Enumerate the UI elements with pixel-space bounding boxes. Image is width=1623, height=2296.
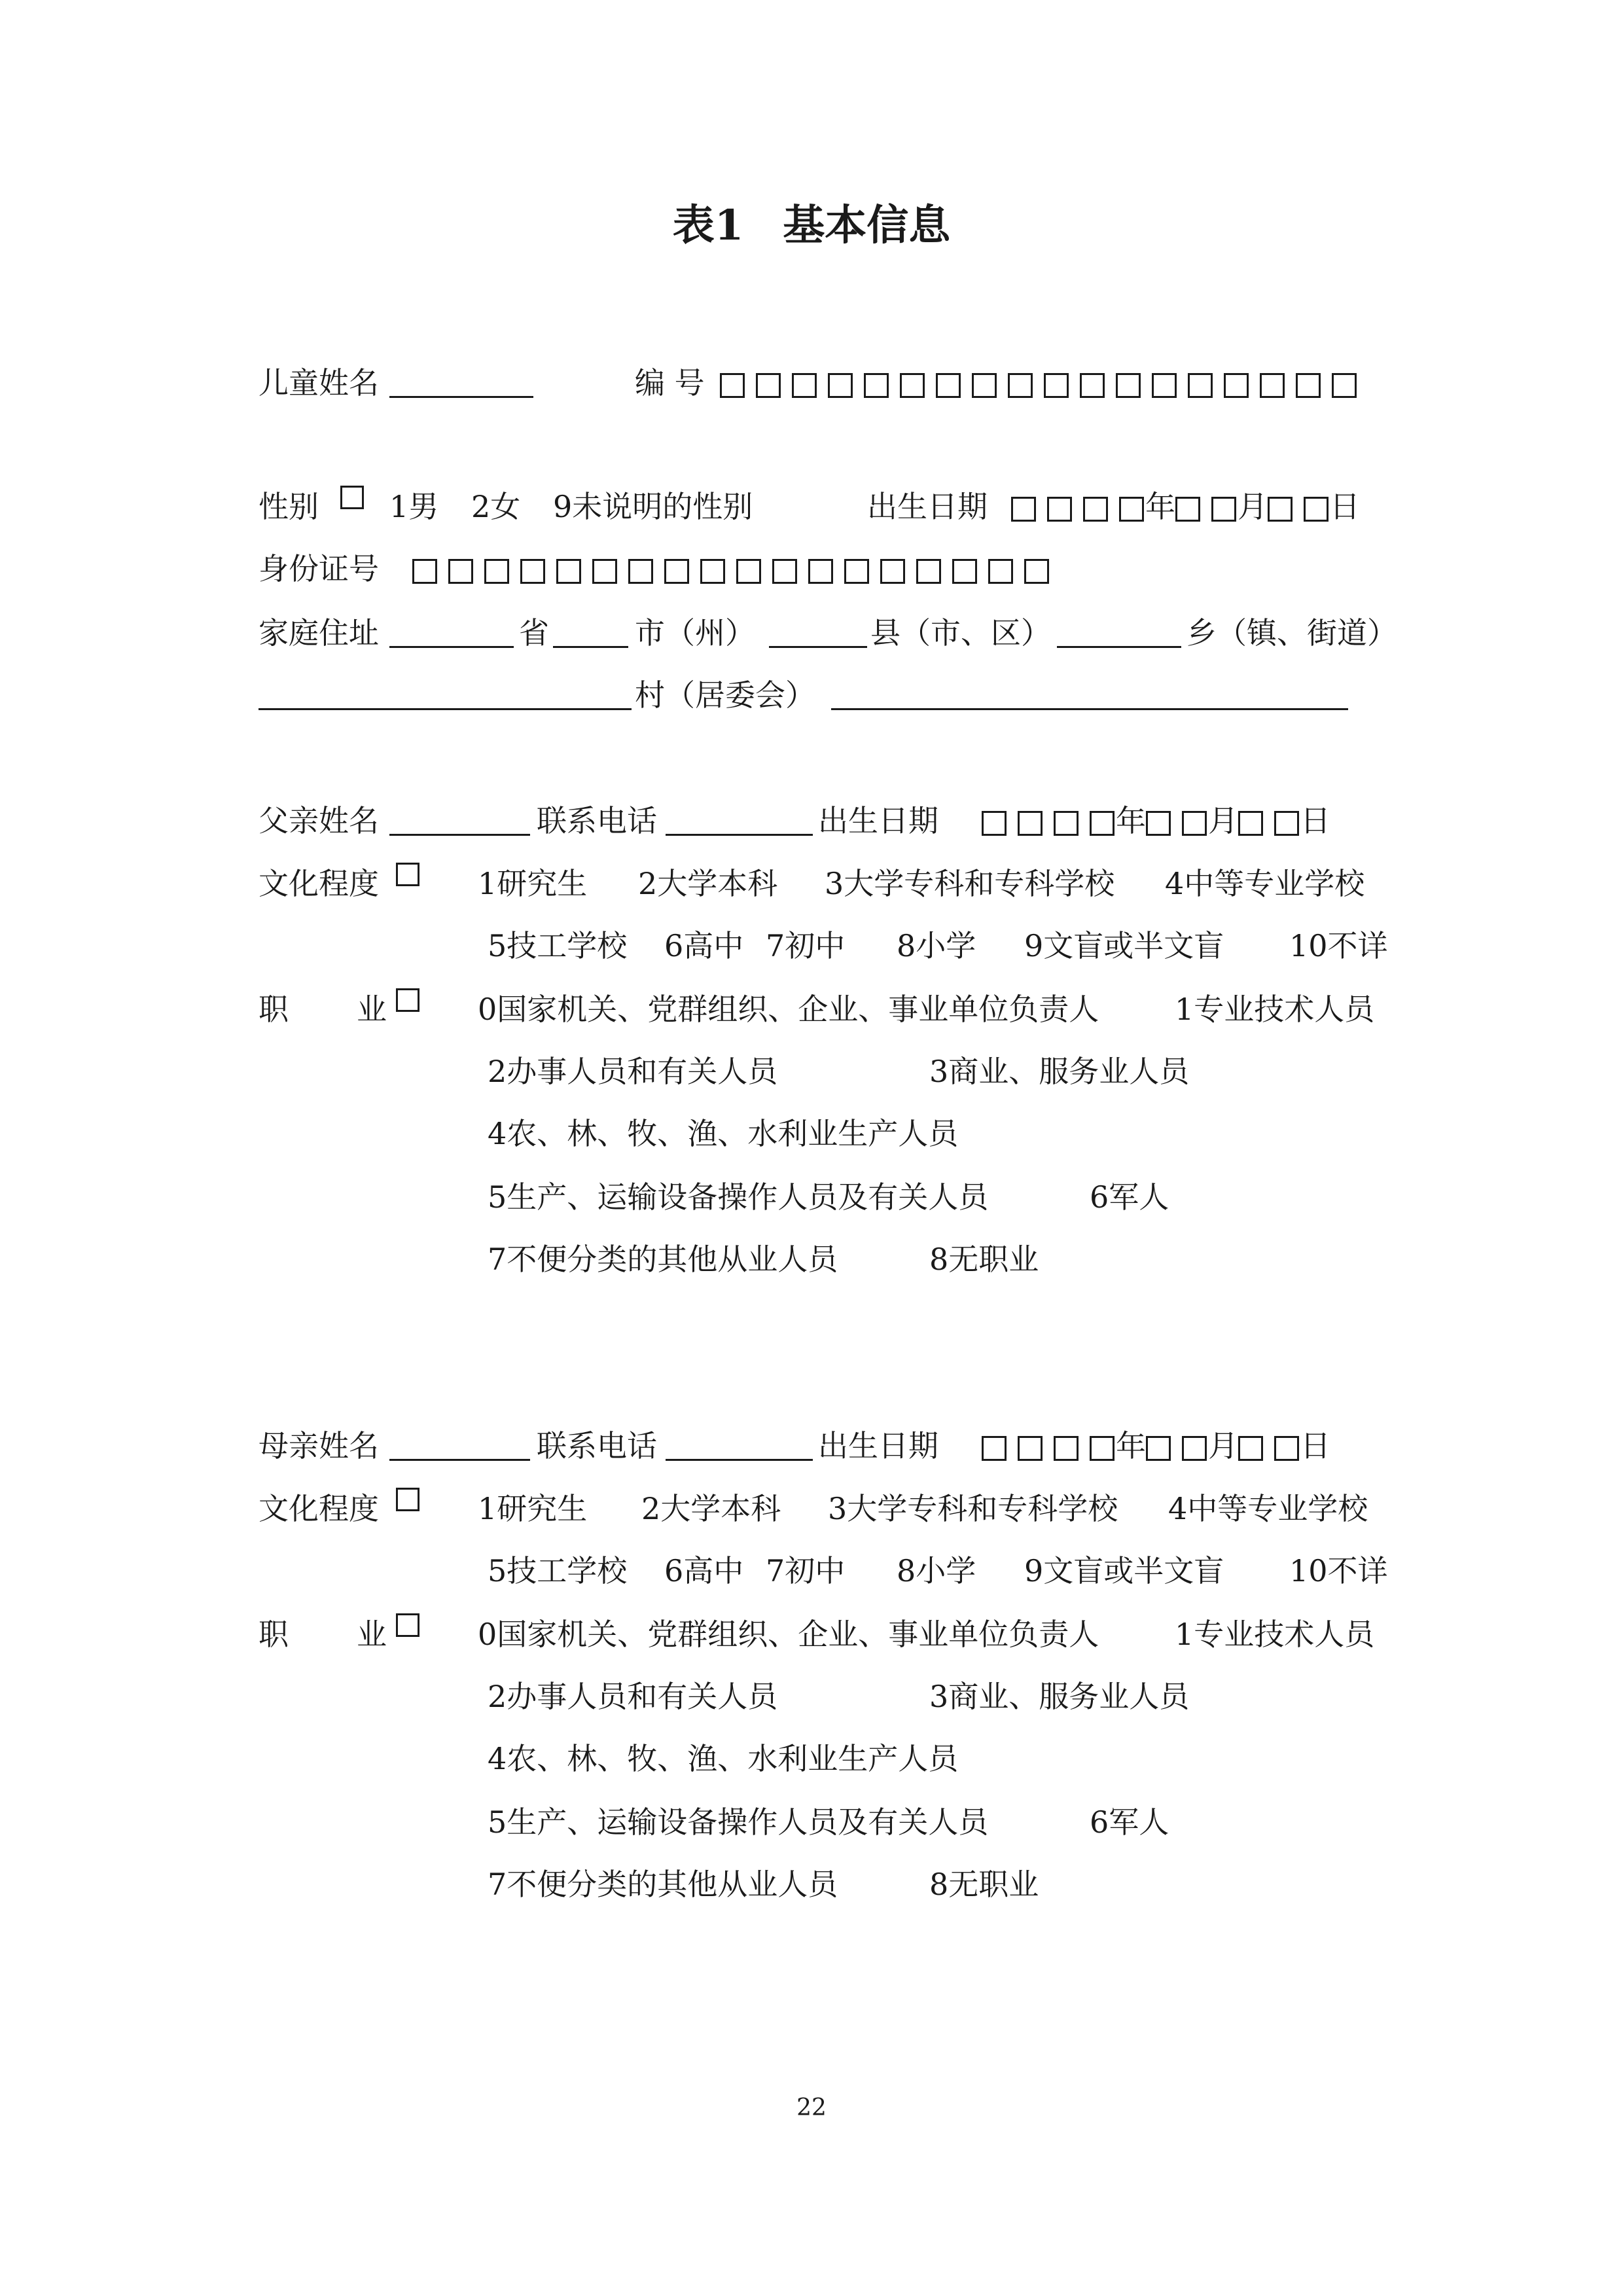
m-occ-opt-3: 3商业、服务业人员 [929, 1679, 1190, 1714]
edu-opt-5: 5技工学校 [488, 928, 628, 963]
mother-year-label: 年 [1116, 1428, 1146, 1463]
occ-opt-4: 4农、林、牧、渔、水利业生产人员 [488, 1116, 959, 1151]
mother-education-label: 文化程度 [259, 1491, 379, 1526]
father-month-label: 月 [1208, 803, 1238, 838]
father-year-label: 年 [1116, 803, 1146, 838]
child-id-label: 编 号 [635, 365, 705, 401]
m-occ-opt-5: 5生产、运输设备操作人员及有关人员 [488, 1804, 989, 1840]
idcard-label: 身份证号 [259, 551, 379, 586]
edu-opt-7: 7初中 [766, 928, 846, 963]
sex-opt1: 1男 [389, 489, 439, 524]
village-label: 村（居委会） [635, 677, 815, 713]
m-occ-opt-1: 1专业技术人员 [1175, 1617, 1375, 1652]
edu-opt-4: 4中等专业学校 [1165, 866, 1365, 901]
sex-label: 性别 [259, 489, 319, 524]
father-phone-label: 联系电话 [537, 803, 657, 838]
m-edu-opt-7: 7初中 [766, 1553, 846, 1588]
town-field[interactable] [1057, 612, 1181, 648]
county-label: 县（市、区） [870, 615, 1051, 651]
edu-opt-9: 9文盲或半文盲 [1024, 928, 1224, 963]
sex-opt9: 9未说明的性别 [553, 489, 753, 524]
occ-opt-2: 2办事人员和有关人员 [488, 1054, 778, 1089]
m-edu-opt-10: 10不详 [1289, 1553, 1388, 1588]
m-occ-opt-2: 2办事人员和有关人员 [488, 1679, 778, 1714]
father-education-checkbox[interactable] [396, 863, 419, 886]
occ-opt-7: 7不便分类的其他从业人员 [488, 1242, 838, 1277]
edu-opt-1: 1研究生 [478, 866, 588, 901]
edu-opt-10: 10不详 [1289, 928, 1388, 963]
father-phone-field[interactable] [666, 800, 813, 836]
mother-birth-field[interactable] [982, 1425, 1330, 1467]
m-occ-opt-8: 8无职业 [929, 1867, 1039, 1902]
edu-opt-2: 2大学本科 [638, 866, 778, 901]
page-title [0, 196, 1623, 255]
father-occupation-label-a: 职 [259, 992, 289, 1027]
mother-phone-field[interactable] [666, 1425, 813, 1461]
city-field[interactable] [553, 612, 628, 648]
mother-month-label: 月 [1208, 1428, 1238, 1463]
address-label: 家庭住址 [259, 615, 379, 651]
father-name-label: 父亲姓名 [259, 803, 379, 838]
occ-opt-6: 6军人 [1090, 1179, 1169, 1215]
mother-occupation-checkbox[interactable] [396, 1613, 419, 1637]
mother-day-label: 日 [1300, 1428, 1330, 1463]
m-occ-opt-4: 4农、林、牧、渔、水利业生产人员 [488, 1741, 959, 1776]
city-label: 市（州） [635, 615, 755, 651]
birth-year-label: 年 [1145, 489, 1175, 524]
occ-opt-8: 8无职业 [929, 1242, 1039, 1277]
m-edu-opt-5: 5技工学校 [488, 1553, 628, 1588]
sex-checkbox[interactable] [340, 486, 364, 509]
m-edu-opt-1: 1研究生 [478, 1491, 588, 1526]
town-label: 乡（镇、街道） [1186, 615, 1397, 651]
m-edu-opt-4: 4中等专业学校 [1168, 1491, 1368, 1526]
m-edu-opt-3: 3大学专科和专科学校 [828, 1491, 1118, 1526]
occ-opt-3: 3商业、服务业人员 [929, 1054, 1190, 1089]
father-birth-field[interactable] [982, 800, 1330, 842]
edu-opt-8: 8小学 [897, 928, 976, 963]
occ-opt-5: 5生产、运输设备操作人员及有关人员 [488, 1179, 989, 1215]
father-birth-label: 出生日期 [818, 803, 938, 838]
mother-name-field[interactable] [389, 1425, 530, 1461]
child-name-field[interactable] [389, 362, 533, 398]
m-occ-opt-0: 0国家机关、党群组织、企业、事业单位负责人 [478, 1617, 1099, 1652]
m-edu-opt-9: 9文盲或半文盲 [1024, 1553, 1224, 1588]
father-occupation-checkbox[interactable] [396, 988, 419, 1012]
birth-month-label: 月 [1238, 489, 1268, 524]
m-edu-opt-6: 6高中 [664, 1553, 744, 1588]
m-occ-opt-7: 7不便分类的其他从业人员 [488, 1867, 838, 1902]
occ-opt-1: 1专业技术人员 [1175, 992, 1375, 1027]
idcard-boxes[interactable] [412, 548, 1060, 590]
birth-label: 出生日期 [867, 489, 988, 524]
m-edu-opt-2: 2大学本科 [641, 1491, 781, 1526]
child-name-label: 儿童姓名 [259, 365, 379, 401]
father-education-label: 文化程度 [259, 866, 379, 901]
county-field[interactable] [769, 612, 867, 648]
mother-education-checkbox[interactable] [396, 1488, 419, 1511]
mother-occupation-label-b: 业 [357, 1617, 387, 1652]
father-name-field[interactable] [389, 800, 530, 836]
mother-occupation-label-a: 职 [259, 1617, 289, 1652]
m-occ-opt-6: 6军人 [1090, 1804, 1169, 1840]
sex-opt2: 2女 [471, 489, 521, 524]
mother-phone-label: 联系电话 [537, 1428, 657, 1463]
title-text: 基本信息 [783, 201, 951, 250]
birth-date-field[interactable] [1011, 486, 1360, 528]
title-prefix: 表1 [672, 201, 744, 250]
father-day-label: 日 [1300, 803, 1330, 838]
edu-opt-3: 3大学专科和专科学校 [825, 866, 1115, 901]
occ-opt-0: 0国家机关、党群组织、企业、事业单位负责人 [478, 992, 1099, 1027]
child-id-boxes[interactable] [720, 362, 1368, 404]
edu-opt-6: 6高中 [664, 928, 744, 963]
mother-name-label: 母亲姓名 [259, 1428, 379, 1463]
address-detail-field[interactable] [831, 674, 1348, 710]
province-field[interactable] [389, 612, 514, 648]
page-number: 22 [796, 2094, 827, 2121]
father-occupation-label-b: 业 [357, 992, 387, 1027]
m-edu-opt-8: 8小学 [897, 1553, 976, 1588]
province-label: 省 [519, 615, 549, 651]
village-field[interactable] [259, 674, 632, 710]
mother-birth-label: 出生日期 [818, 1428, 938, 1463]
birth-day-label: 日 [1330, 489, 1360, 524]
